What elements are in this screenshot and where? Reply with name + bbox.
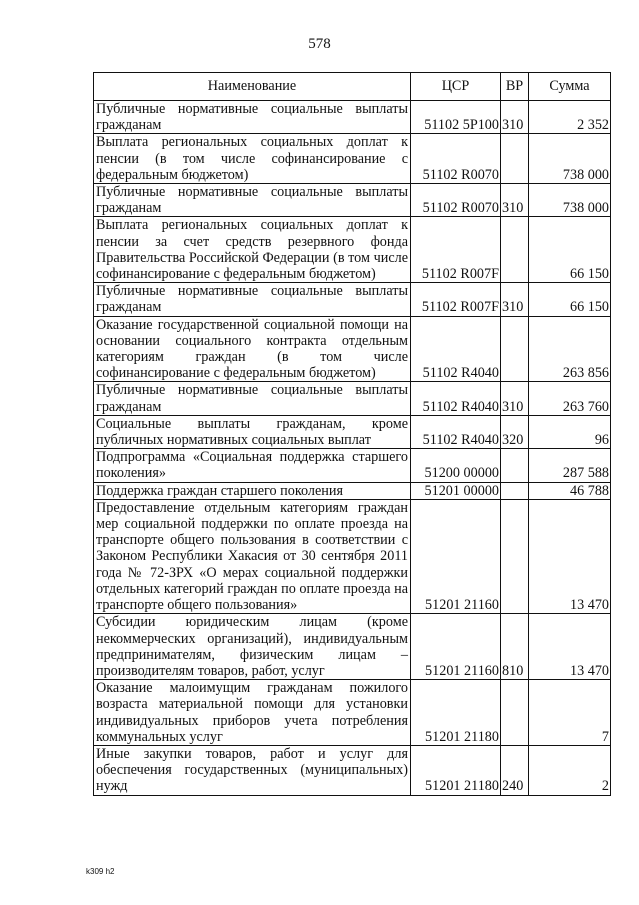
row-csr: 51102 R0070 — [411, 184, 501, 217]
table-row — [94, 482, 611, 499]
row-csr: 51102 R4040 — [411, 382, 501, 415]
row-csr: 51201 21180 — [411, 745, 501, 795]
row-name: Оказание малоимущим гражданам пожилого возраста материальной помощи для установки индивидуальных приборов учета потребления коммунальных услуг — [94, 680, 411, 746]
table-row — [94, 134, 611, 184]
row-csr: 51201 00000 — [411, 482, 501, 499]
table-row — [94, 217, 611, 283]
row-csr: 51102 R007F — [411, 217, 501, 283]
table-row — [94, 382, 611, 415]
row-sum: 66 150 — [529, 283, 611, 316]
row-name: Публичные нормативные социальные выплаты гражданам — [94, 283, 411, 316]
row-sum: 263 760 — [529, 382, 611, 415]
row-sum: 7 — [529, 680, 611, 746]
row-sum: 738 000 — [529, 134, 611, 184]
table-row — [94, 499, 611, 613]
row-name: Поддержка граждан старшего поколения — [94, 482, 411, 499]
table-row — [94, 101, 611, 134]
table-row — [94, 614, 611, 680]
row-vr: 240 — [501, 745, 529, 795]
row-sum: 13 470 — [529, 614, 611, 680]
row-csr: 51200 00000 — [411, 449, 501, 482]
table-header-row — [94, 73, 611, 101]
row-sum: 738 000 — [529, 184, 611, 217]
row-vr: 310 — [501, 184, 529, 217]
page-number: 578 — [308, 36, 331, 52]
header-name: Наименование — [94, 73, 411, 101]
header-vr: ВР — [501, 73, 529, 101]
row-sum: 96 — [529, 415, 611, 448]
row-vr — [501, 482, 529, 499]
row-vr — [501, 217, 529, 283]
row-sum: 2 — [529, 745, 611, 795]
row-csr: 51102 5Р100 — [411, 101, 501, 134]
table-row — [94, 415, 611, 448]
header-csr: ЦСР — [411, 73, 501, 101]
table-row — [94, 745, 611, 795]
row-sum: 46 788 — [529, 482, 611, 499]
row-sum: 66 150 — [529, 217, 611, 283]
budget-table — [93, 72, 611, 796]
row-sum: 263 856 — [529, 316, 611, 382]
row-csr: 51102 R4040 — [411, 316, 501, 382]
row-name: Публичные нормативные социальные выплаты гражданам — [94, 101, 411, 134]
table-row — [94, 283, 611, 316]
row-csr: 51201 21180 — [411, 680, 501, 746]
row-name: Выплата региональных социальных доплат к пенсии (в том числе софинансирование с федеральным бюджетом) — [94, 134, 411, 184]
row-name: Социальные выплаты гражданам, кроме публичных нормативных социальных выплат — [94, 415, 411, 448]
row-sum: 2 352 — [529, 101, 611, 134]
row-name: Субсидии юридическим лицам (кроме некоммерческих организаций), индивидуальным предпринимателям, физическим лицам – производителям товаров, работ, услуг — [94, 614, 411, 680]
row-csr: 51102 R0070 — [411, 134, 501, 184]
row-name: Публичные нормативные социальные выплаты гражданам — [94, 184, 411, 217]
row-vr — [501, 449, 529, 482]
row-vr: 310 — [501, 101, 529, 134]
row-name: Подпрограмма «Социальная поддержка старшего поколения» — [94, 449, 411, 482]
document-code: k309 h2 — [86, 867, 115, 876]
row-csr: 51201 21160 — [411, 614, 501, 680]
row-sum: 13 470 — [529, 499, 611, 613]
table-row — [94, 680, 611, 746]
row-name: Предоставление отдельным категориям граждан мер социальной поддержки по оплате проезда на транспорте общего пользования в соответствии с Законом Республики Хакасия от 30 сентября 2011 года № 72-ЗРХ «О мерах социальной поддержки отдельных категорий граждан по оплате проезда на транспорте общего пользования» — [94, 499, 411, 613]
row-csr: 51201 21160 — [411, 499, 501, 613]
row-vr: 310 — [501, 382, 529, 415]
row-csr: 51102 R4040 — [411, 415, 501, 448]
row-name: Публичные нормативные социальные выплаты гражданам — [94, 382, 411, 415]
row-vr: 320 — [501, 415, 529, 448]
row-name: Иные закупки товаров, работ и услуг для обеспечения государственных (муниципальных) нужд — [94, 745, 411, 795]
row-csr: 51102 R007F — [411, 283, 501, 316]
table-row — [94, 449, 611, 482]
row-vr: 310 — [501, 283, 529, 316]
row-vr — [501, 316, 529, 382]
row-vr — [501, 680, 529, 746]
row-sum: 287 588 — [529, 449, 611, 482]
table-row — [94, 316, 611, 382]
row-name: Оказание государственной социальной помощи на основании социального контракта отдельным категориям граждан (в том числе софинансирование с федеральным бюджетом) — [94, 316, 411, 382]
row-vr: 810 — [501, 614, 529, 680]
table-row — [94, 184, 611, 217]
row-name: Выплата региональных социальных доплат к пенсии за счет средств резервного фонда Правительства Российской Федерации (в том числе софинансирование с федеральным бюджетом) — [94, 217, 411, 283]
row-vr — [501, 499, 529, 613]
header-sum: Сумма — [529, 73, 611, 101]
row-vr — [501, 134, 529, 184]
